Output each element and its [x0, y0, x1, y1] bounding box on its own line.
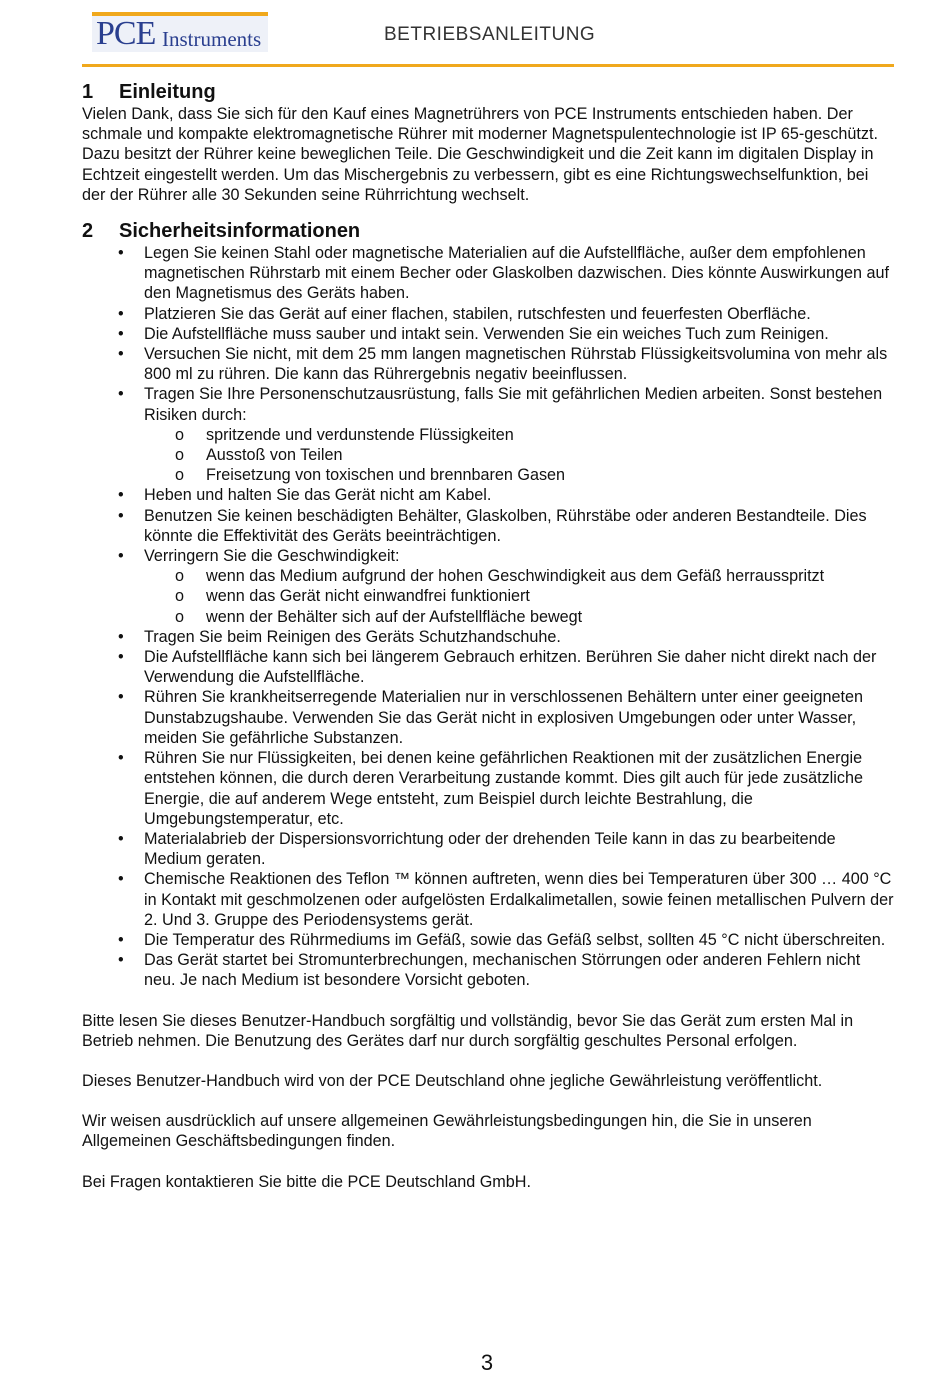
list-item: • Benutzen Sie keinen beschädigten Behälter, Glaskolben, Rührstäbe oder anderen Bestandteile. Dies könnte die Effektivität des Geräts beeinträchtigen. [82, 506, 894, 546]
section-title: Einleitung [119, 81, 216, 103]
logo-text-pce: PCE [96, 15, 156, 52]
logo-text-instruments: Instruments [162, 27, 262, 51]
speed-sublist [144, 566, 894, 627]
pce-instruments-logo [92, 12, 268, 52]
section-number: 1 [82, 81, 94, 103]
header-title: BETRIEBSANLEITUNG [384, 24, 596, 45]
sub-list-item: o Freisetzung von toxischen und brennbaren Gasen [144, 465, 894, 485]
list-item-speed [82, 546, 894, 627]
list-item-risks [82, 384, 894, 485]
sub-list-item: o wenn das Medium aufgrund der hohen Geschwindigkeit aus dem Gefäß herrausspritzt [144, 566, 894, 586]
list-item: • Materialabrieb der Dispersionsvorrichtung oder der drehenden Teile kann in das zu bearbeitende Medium geraten. [82, 829, 894, 869]
list-item: • Chemische Reaktionen des Teflon ™ können auftreten, wenn dies bei Temperaturen über 300 … 400 °C in Kontakt mit geschmolzenen oder aufgelösten Erdalkalimetallen, sowie feinen metallischen Pulvern der 2. Und 3. Gruppe des Periodensystems gerät. [82, 869, 894, 930]
list-item: • Rühren Sie nur Flüssigkeiten, bei denen keine gefährlichen Reaktionen mit der zusätzlichen Energie entstehen können, die durch deren Verarbeitung zustande kommt. Dies gilt auch für jede zusätzliche Energie, die auf anderem Wege entsteht, zum Beispiel durch leichte Bestrahlung, die Umgebungstemperatur, etc. [82, 748, 894, 829]
closing-paragraph-disclaimer: Dieses Benutzer-Handbuch wird von der PCE Deutschland ohne jegliche Gewährleistung veröffentlicht. [82, 1071, 823, 1090]
closing-paragraph-warranty: Wir weisen ausdrücklich auf unsere allgemeinen Gewährleistungsbedingungen hin, die Sie in unseren Allgemeinen Geschäftsbedingungen finden. [82, 1112, 812, 1151]
list-item-text: Verringern Sie die Geschwindigkeit: [144, 547, 400, 566]
list-item: • Die Aufstellfläche kann sich bei längerem Gebrauch erhitzen. Berühren Sie daher nicht direkt nach der Verwendung die Aufstellfläche. [82, 647, 894, 687]
sub-list-item: o spritzende und verdunstende Flüssigkeiten [144, 425, 894, 445]
list-item: • Das Gerät startet bei Stromunterbrechungen, mechanischen Störrungen oder anderen Fehlern nicht neu. Je nach Medium ist besondere Vorsicht geboten. [82, 950, 894, 990]
page-content [82, 80, 894, 1192]
safety-list [82, 243, 894, 991]
list-item: • Legen Sie keinen Stahl oder magnetische Materialien auf die Aufstellfläche, außer dem empfohlenen magnetischen Rührstarb mit einem Becher oder Glaskolben dazwischen. Dies könnte Auswirkungen auf den Magnetismus des Geräts haben. [82, 243, 894, 304]
section-heading-safety [82, 219, 894, 243]
list-item: • Die Aufstellfläche muss sauber und intakt sein. Verwenden Sie ein weiches Tuch zum Reinigen. [82, 324, 894, 344]
sub-list-item: o wenn der Behälter sich auf der Aufstellfläche bewegt [144, 607, 894, 627]
closing-paragraph-contact: Bei Fragen kontaktieren Sie bitte die PCE Deutschland GmbH. [82, 1172, 531, 1191]
section-title: Sicherheitsinformationen [119, 220, 361, 243]
section-heading-introduction [82, 80, 894, 104]
intro-paragraph: Vielen Dank, dass Sie sich für den Kauf eines Magnetrührers von PCE Instruments entschieden haben. Der schmale und kompakte elektromagnetische Rührer mit moderner Magnetspulentechnologie ist IP 65-geschützt. Dazu besitzt der Rührer keine beweglichen Teile. Die Geschwindigkeit und die Zeit kann im digitalen Display in Echtzeit eingestellt werden. Um das Mischergebnis zu verbessern, gibt es eine Richtungswechselfunktion, bei der der Rührer alle 30 Sekunden seine Rührrichtung wechselt. [82, 105, 879, 204]
list-item: • Versuchen Sie nicht, mit dem 25 mm langen magnetischen Rührstab Flüssigkeitsvolumina von mehr als 800 ml zu rühren. Die kann das Rührergebnis negativ beeinflussen. [82, 344, 894, 384]
list-item-text: Tragen Sie Ihre Personenschutzausrüstung, falls Sie mit gefährlichen Medien arbeiten. Sonst bestehen Risiken durch: [144, 385, 883, 424]
sub-list-item: o Ausstoß von Teilen [144, 445, 894, 465]
risks-sublist [144, 425, 894, 486]
list-item: • Tragen Sie beim Reinigen des Geräts Schutzhandschuhe. [82, 627, 894, 647]
header-divider [82, 64, 894, 67]
list-item: • Rühren Sie krankheitserregende Materialien nur in verschlossenen Behältern unter einer geeigneten Dunstabzugshaube. Verwenden Sie das Gerät nicht in explosiven Umgebungen oder unter Wasser, meiden Sie gefährliche Substanzen. [82, 687, 894, 748]
sub-list-item: o wenn das Gerät nicht einwandfrei funktioniert [144, 586, 894, 606]
list-item: • Platzieren Sie das Gerät auf einer flachen, stabilen, rutschfesten und feuerfesten Oberfläche. [82, 304, 894, 324]
list-item: • Heben und halten Sie das Gerät nicht am Kabel. [82, 485, 894, 505]
closing-paragraph-read-manual: Bitte lesen Sie dieses Benutzer-Handbuch sorgfältig und vollständig, bevor Sie das Gerät zum ersten Mal in Betrieb nehmen. Die Benutzung des Gerätes darf nur durch sorgfältig geschultes Personal erfolgen. [82, 1011, 854, 1050]
list-item: • Die Temperatur des Rührmediums im Gefäß, sowie das Gefäß selbst, sollten 45 °C nicht überschreiten. [82, 930, 894, 950]
page-number: 3 [480, 1350, 494, 1375]
section-number: 2 [82, 220, 94, 243]
